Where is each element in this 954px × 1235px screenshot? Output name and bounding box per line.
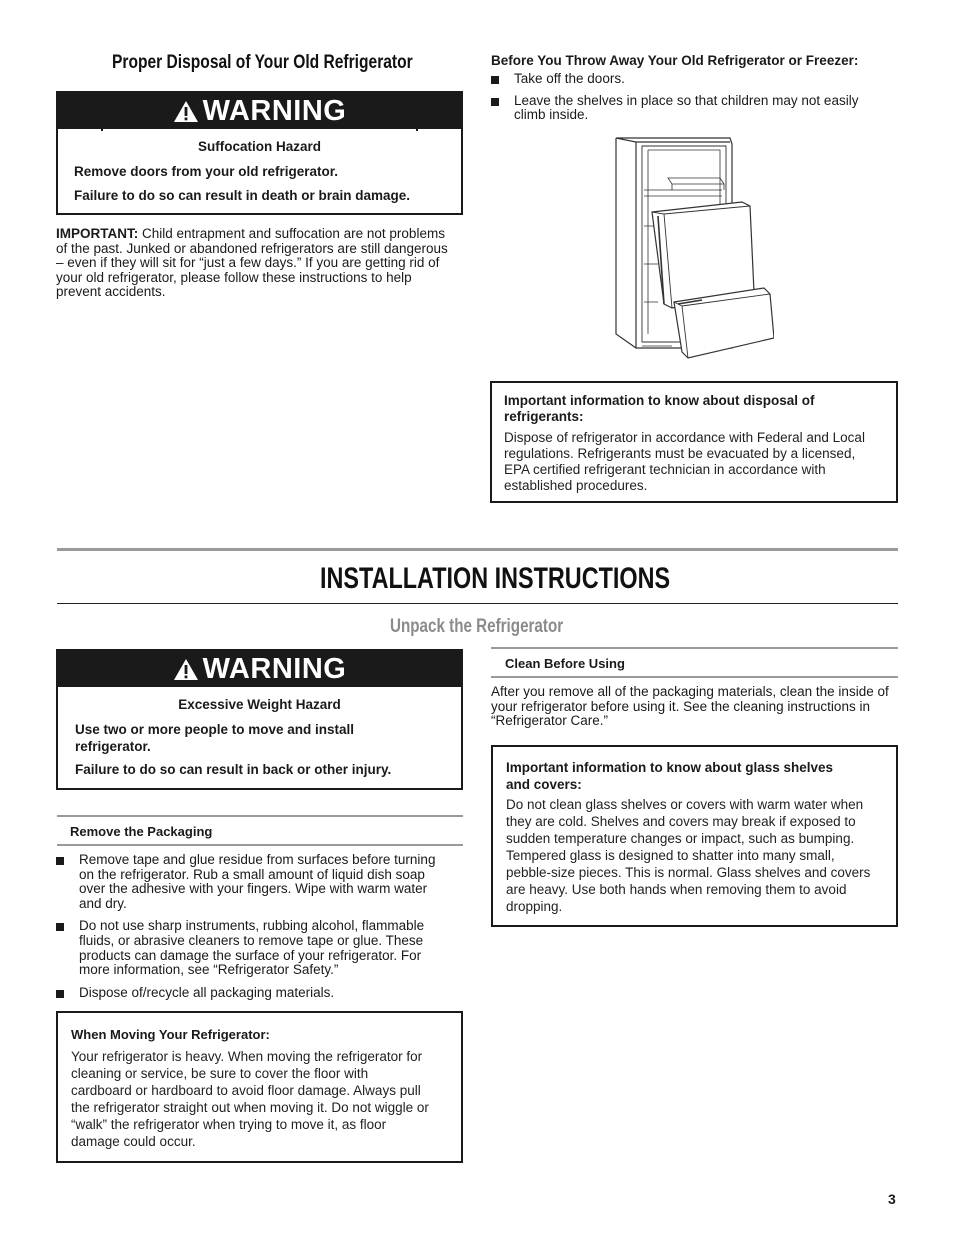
warning-label: WARNING (202, 94, 347, 127)
list-item (56, 919, 466, 977)
info-text: Tempered glass is designed to shatter into many small, (506, 848, 835, 863)
before-throw-heading: Before You Throw Away Your Old Refrigerator or Freezer: (491, 53, 859, 68)
info-text: sudden temperature changes or impact, such as bumping. (506, 831, 855, 846)
info-text: cardboard or hardboard to avoid floor damage. Always pull (71, 1083, 421, 1098)
important-line: prevent accidents. (56, 284, 166, 300)
important-line: – even if they will sit for “just a few days.” If you are getting rid of (56, 255, 440, 271)
list-item-text: Dispose of/recycle all packaging materials. (79, 984, 335, 1000)
clean-line: “Refrigerator Care.” (491, 713, 609, 729)
list-item-text: Leave the shelves in place so that children may not easily (514, 92, 859, 108)
glass-info-box (491, 745, 898, 927)
warning-label: WARNING (202, 652, 347, 685)
title-rule (57, 603, 898, 604)
bullet-square-icon (56, 990, 64, 998)
list-item (56, 853, 466, 911)
list-item (56, 986, 466, 1001)
packaging-rule-top (57, 815, 463, 817)
list-item-text: Do not use sharp instruments, rubbing alcohol, flammable (79, 918, 425, 934)
list-item-text: Remove tape and glue residue from surfaces before turning (79, 852, 436, 867)
list-item-text: climb inside. (514, 107, 589, 123)
info-text: Dispose of refrigerator in accordance with Federal and Local (504, 430, 865, 445)
warning-triangle-icon (173, 658, 199, 681)
clean-heading: Clean Before Using (505, 656, 625, 671)
warning-consequence: Failure to do so can result in back or other injury. (75, 762, 392, 777)
info-title: Important information to know about disposal of (504, 393, 815, 408)
packaging-heading: Remove the Packaging (70, 824, 213, 839)
packaging-rule-bottom (57, 844, 463, 846)
bullet-square-icon (491, 98, 499, 106)
packaging-list (56, 853, 466, 1000)
info-title: refrigerants: (504, 409, 584, 424)
list-item-text: on the refrigerator. Rub a small amount of liquid dish soap (79, 866, 425, 882)
list-item-text: Take off the doors. (514, 71, 625, 86)
info-text: “walk” the refrigerator when trying to move it, as floor (71, 1117, 387, 1132)
important-paragraph (56, 227, 466, 300)
important-label: IMPORTANT: (56, 226, 139, 241)
page-number: 3 (888, 1191, 896, 1207)
important-line: of the past. Junked or abandoned refrigerators are still dangerous (56, 240, 448, 256)
warning-instruction: Remove doors from your old refrigerator. (74, 164, 339, 179)
clean-line: After you remove all of the packaging materials, clean the inside of (491, 684, 889, 699)
section-title-disposal: Proper Disposal of Your Old Refrigerator (112, 52, 413, 73)
page-title: INSTALLATION INSTRUCTIONS (320, 562, 671, 595)
warning-header (58, 651, 461, 687)
subsection-title: Unpack the Refrigerator (390, 616, 564, 637)
refrigerant-info-box (490, 381, 898, 503)
important-line: your old refrigerator, please follow these instructions to help (56, 269, 412, 285)
refrigerator-illustration (612, 134, 774, 360)
warning-header (58, 93, 461, 129)
warning-consequence: Failure to do so can result in death or brain damage. (74, 188, 411, 203)
warning-box-suffocation (56, 91, 463, 215)
info-title: and covers: (506, 777, 582, 792)
bullet-square-icon (56, 923, 64, 931)
info-text: Your refrigerator is heavy. When moving the refrigerator for (71, 1049, 423, 1064)
warning-triangle-icon (173, 100, 199, 123)
list-item (491, 72, 901, 87)
info-text: damage could occur. (71, 1134, 196, 1149)
list-item-text: over the adhesive with your fingers. Wipe with warm water (79, 881, 428, 897)
before-throw-list (491, 72, 901, 123)
warning-instruction: refrigerator. (75, 739, 151, 754)
info-title: When Moving Your Refrigerator: (71, 1027, 270, 1042)
info-text: EPA certified refrigerant technician in accordance with (504, 462, 826, 477)
info-text: the refrigerator straight out when moving it. Do not wiggle or (71, 1100, 429, 1115)
top-rule (57, 548, 898, 551)
info-text: dropping. (506, 899, 563, 914)
warning-instruction: Use two or more people to move and install (75, 722, 355, 737)
info-text: they are cold. Shelves and covers may break if exposed to (506, 814, 856, 829)
info-title: Important information to know about glass shelves (506, 760, 834, 775)
list-item (491, 94, 901, 123)
list-item-text: products can damage the surface of your refrigerator. For (79, 947, 422, 963)
info-text: cleaning or service, be sure to cover the floor with (71, 1066, 369, 1081)
clean-rule-bottom (491, 676, 898, 678)
info-text: established procedures. (504, 478, 648, 493)
info-text: regulations. Refrigerants must be evacuated by a licensed, (504, 446, 856, 461)
info-text: Do not clean glass shelves or covers with warm water when (506, 797, 864, 812)
list-item-text: fluids, or abrasive cleaners to remove tape or glue. These (79, 932, 424, 948)
list-item-text: more information, see “Refrigerator Safety.” (79, 962, 339, 978)
list-item-text: and dry. (79, 895, 127, 911)
moving-info-box (56, 1011, 463, 1163)
clean-line: your refrigerator before using it. See the cleaning instructions in (491, 698, 870, 714)
bullet-square-icon (56, 857, 64, 865)
hazard-title: Suffocation Hazard (197, 139, 321, 154)
warning-box-weight (56, 649, 463, 790)
bullet-square-icon (491, 76, 499, 84)
info-text: pebble-size pieces. This is normal. Glass shelves and covers (506, 865, 871, 880)
hazard-title: Excessive Weight Hazard (178, 697, 341, 712)
clean-paragraph (491, 685, 901, 729)
info-text: are heavy. Use both hands when removing them to avoid (506, 882, 847, 897)
clean-rule-top (491, 647, 898, 649)
important-line: Child entrapment and suffocation are not problems (142, 226, 445, 241)
